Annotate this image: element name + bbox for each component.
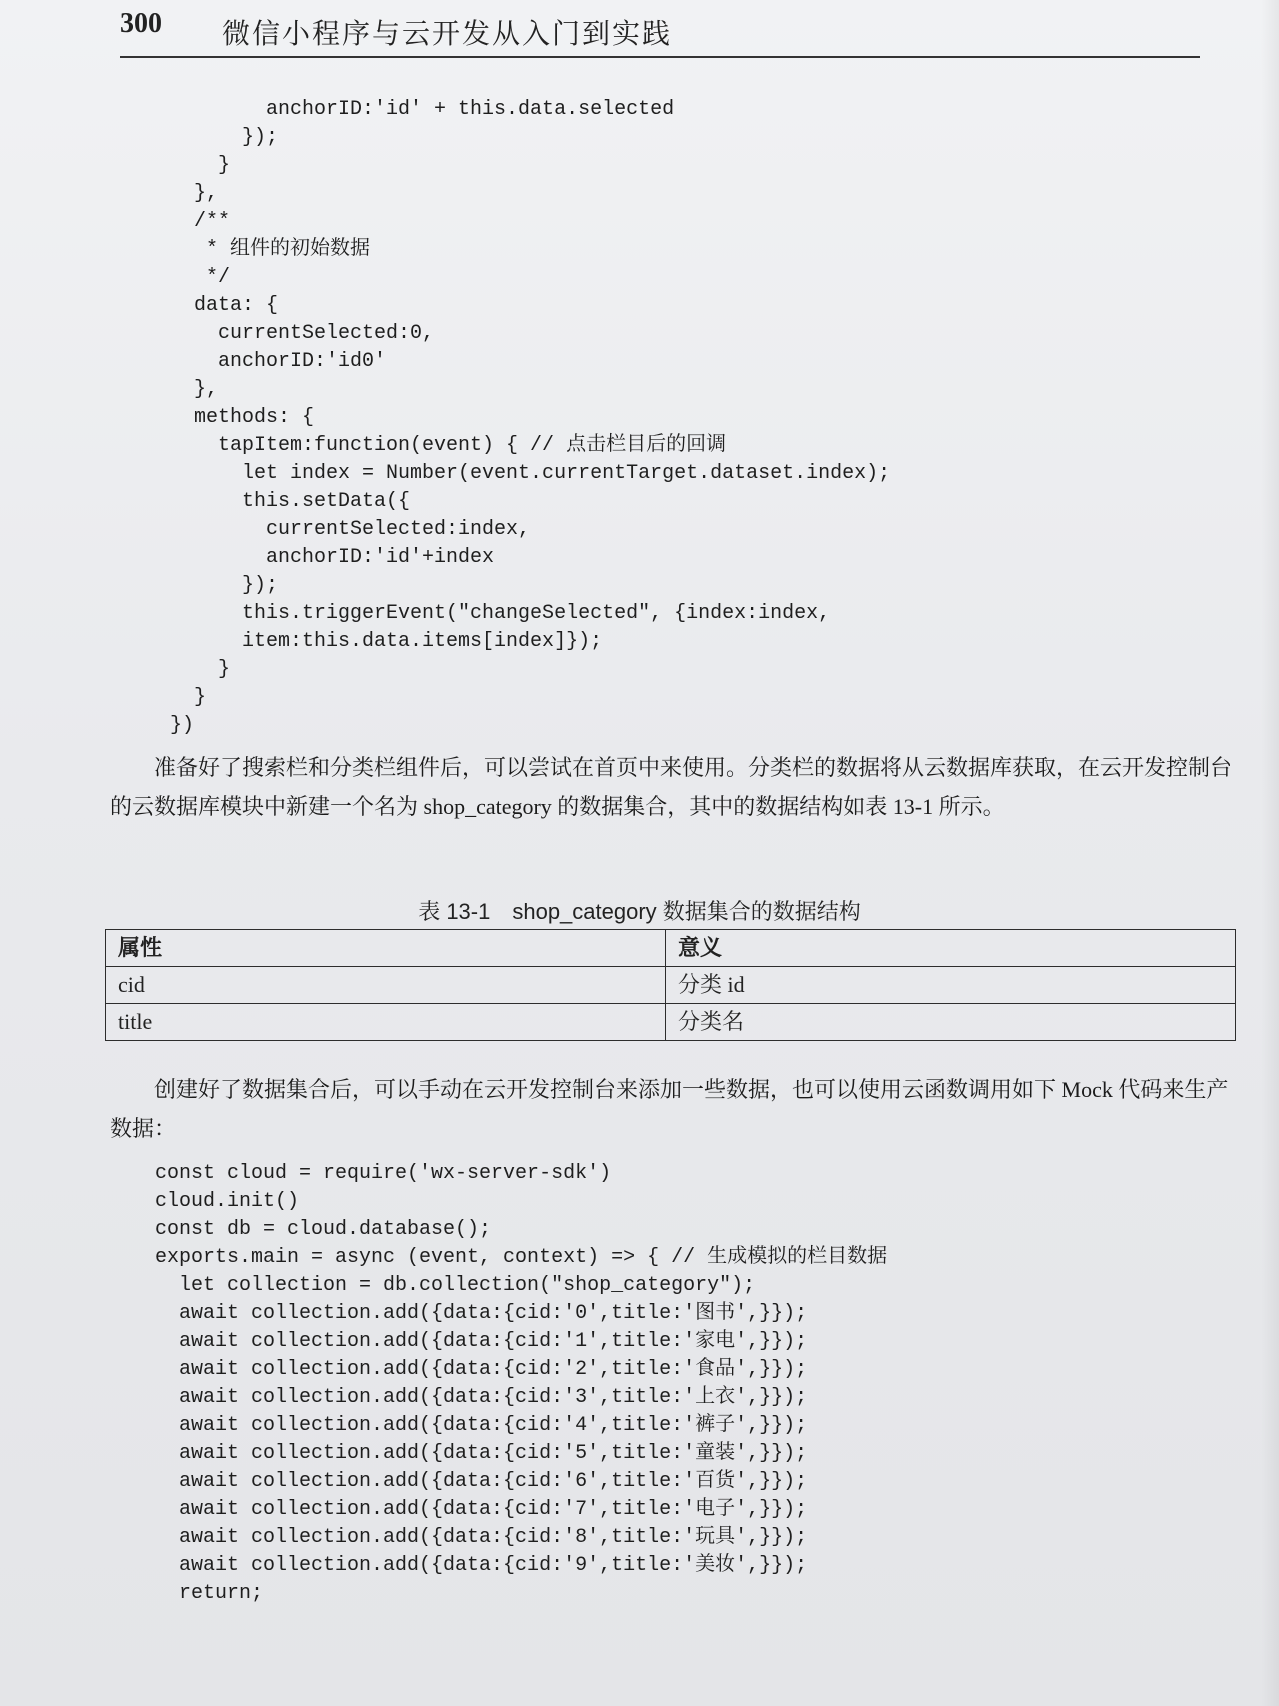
table-cell: 分类名 — [666, 1004, 1236, 1041]
table-caption: 表 13-1 shop_category 数据集合的数据结构 — [418, 899, 861, 924]
header-divider — [120, 56, 1200, 58]
page-number: 300 — [120, 8, 162, 39]
table-header-meaning: 意义 — [666, 930, 1236, 967]
table-row — [106, 967, 1236, 1004]
table-cell: cid — [106, 967, 666, 1004]
page-edge-shadow — [1261, 0, 1279, 1706]
table-row — [106, 1004, 1236, 1041]
table-cell: title — [106, 1004, 666, 1041]
table-header-row — [106, 930, 1236, 967]
table-cell: 分类 id — [666, 967, 1236, 1004]
data-structure-table — [105, 929, 1236, 1041]
page-header — [120, 8, 1200, 70]
table-header-attribute: 属性 — [106, 930, 666, 967]
code-block-mock-data: const cloud = require('wx-server-sdk') cloud.init() const db = cloud.database(); exports.main = async (event, context) => { // 生成模拟的栏目数据 let collection = db.collection("shop_category"); await collection.add({data:{cid:'0',title:'图书',}}); await collection.add({data:{cid:'1',title:'家电',}}); await collection.add({data:{cid:'2',title:'食品',}}); await collection.add({data:{cid:'3',title:'上衣',}}); await collection.add({data:{cid:'4',title:'裤子',}}); await collection.add({data:{cid:'5',title:'童装',}}); await collection.add({data:{cid:'6',title:'百货',}}); await collection.add({data:{cid:'7',title:'电子',}}); await collection.add({data:{cid:'8',title:'玩具',}}); await collection.add({data:{cid:'9',title:'美妆',}}); return; — [155, 1162, 888, 1605]
book-title: 微信小程序与云开发从入门到实践 — [222, 17, 673, 50]
paragraph-category-intro: 准备好了搜索栏和分类栏组件后，可以尝试在首页中来使用。分类栏的数据将从云数据库获取，在云开发控制台的云数据库模块中新建一个名为 shop_category 的数据集合，其中的数据结构如表 13-1 所示。 — [110, 755, 1233, 819]
code-block-component: anchorID:'id' + this.data.selected }); } }, /** * 组件的初始数据 */ data: { currentSelected:0, anchorID:'id0' }, methods: { tapItem:function(event) { // 点击栏目后的回调 let index = Number(event.currentTarget.dataset.index); this.setData({ currentSelected:index, anchorID:'id'+index }); this.triggerEvent("changeSelected", {index:index, item:this.data.items[index]}); } } }) — [170, 98, 891, 737]
paragraph-mock-intro: 创建好了数据集合后，可以手动在云开发控制台来添加一些数据，也可以使用云函数调用如下 Mock 代码来生产数据： — [110, 1077, 1229, 1141]
